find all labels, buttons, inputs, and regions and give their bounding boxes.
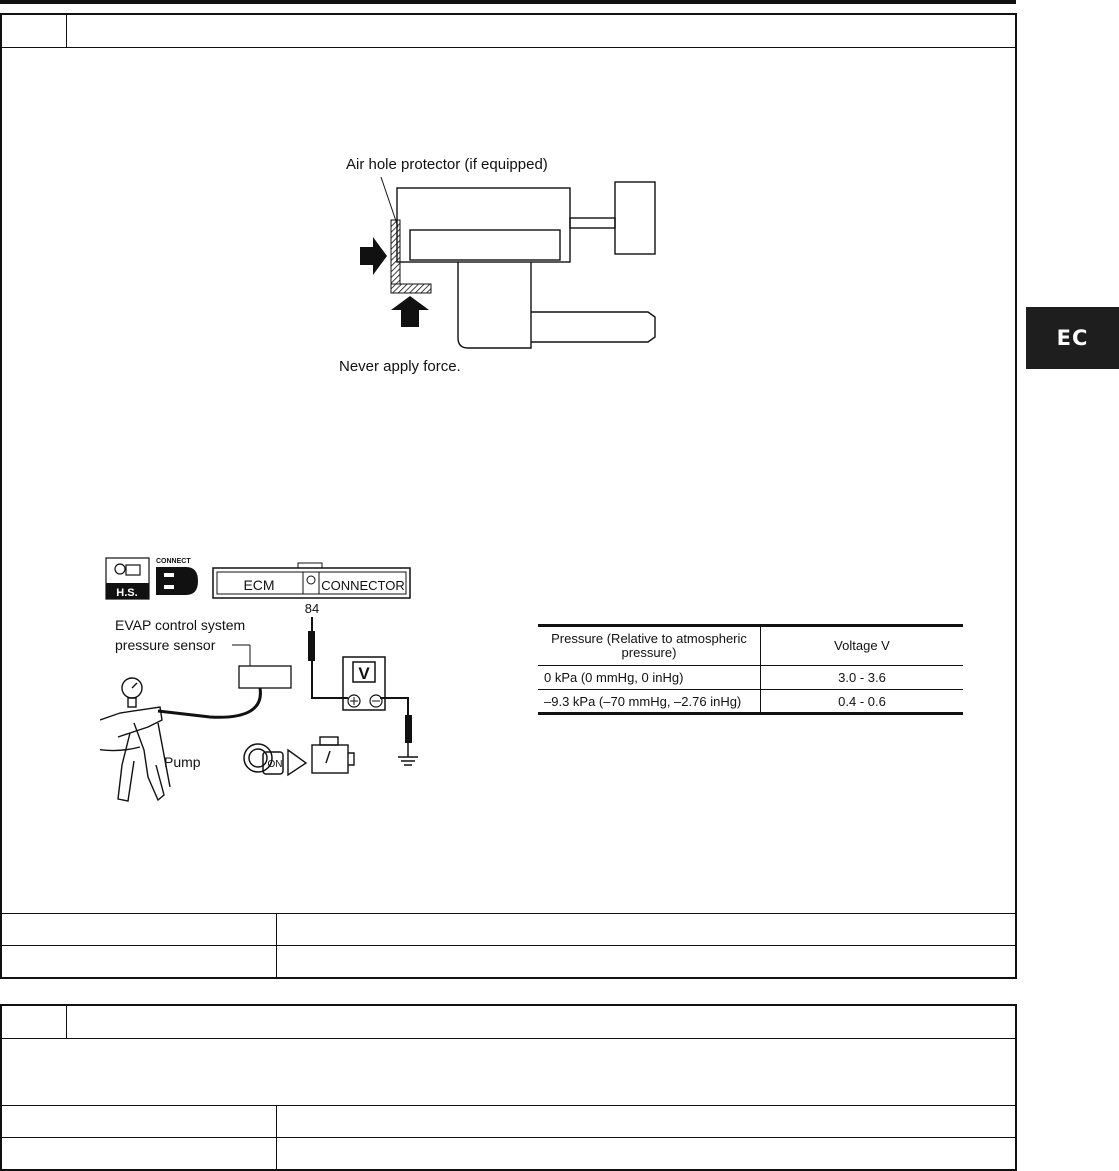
connector-label: CONNECTOR — [321, 578, 405, 593]
table-row — [538, 690, 963, 714]
force-arrow-up-icon — [391, 296, 429, 327]
result-column-divider — [276, 913, 277, 977]
air-hole-protector-label: Air hole protector (if equipped) — [346, 156, 548, 173]
table-header-row — [538, 626, 963, 666]
result-column-divider-2 — [276, 1105, 277, 1169]
ecm-label: ECM — [243, 577, 275, 593]
voltage-spec-table — [538, 624, 963, 715]
engine-off-icon — [288, 737, 354, 775]
step-number-cell-divider-2 — [66, 1006, 67, 1038]
terminal-number: 84 — [304, 601, 320, 616]
voltage-check-diagram — [100, 555, 430, 805]
pressure-cell: –9.3 kPa (–70 mmHg, –2.76 inHg) — [538, 690, 761, 714]
step-header-rule — [2, 47, 1015, 48]
step-header-rule-2 — [2, 1038, 1015, 1039]
evap-pressure-sensor — [239, 666, 291, 688]
pump-label: Pump — [164, 754, 201, 770]
section-tab-ec[interactable] — [1026, 307, 1119, 369]
voltage-cell: 0.4 - 0.6 — [838, 693, 886, 709]
vacuum-pump-icon — [100, 678, 170, 801]
result-row-rule-2 — [2, 945, 1015, 946]
sensor-air-hole-figure — [335, 152, 675, 377]
voltmeter-label: V — [358, 664, 370, 683]
sensor-label-line2: pressure sensor — [115, 637, 216, 653]
top-rule — [0, 0, 1016, 4]
result-row-rule-4 — [2, 1137, 1015, 1138]
sensor-hose — [158, 688, 260, 717]
never-apply-force-label: Never apply force. — [339, 358, 461, 375]
force-arrow-right-icon — [360, 237, 387, 275]
pressure-column-header: Pressure (Relative to atmospheric pressure) — [538, 626, 761, 666]
result-row-rule-3 — [2, 1105, 1015, 1106]
sensor-label-line1: EVAP control system — [115, 617, 246, 633]
sensor-body — [397, 182, 655, 348]
step-number-cell-divider — [66, 15, 67, 47]
voltmeter-icon — [343, 657, 385, 710]
procedure-step-box-2 — [0, 1004, 1017, 1171]
voltage-cell: 3.0 - 3.6 — [838, 670, 886, 685]
ground-icon — [398, 757, 418, 765]
connect-icon — [156, 567, 198, 595]
key-on-label: ON — [267, 759, 283, 770]
connect-label: CONNECT — [156, 558, 191, 565]
voltage-column-header: Voltage V — [834, 638, 890, 653]
hs-icon — [106, 558, 149, 599]
table-row — [538, 666, 963, 690]
air-hole-protector-base — [391, 284, 431, 293]
result-row-rule-1 — [2, 913, 1015, 914]
section-tab-label: EC — [1056, 326, 1089, 350]
hs-label: H.S. — [116, 587, 138, 599]
air-hole-protector — [391, 220, 400, 284]
pressure-cell: 0 kPa (0 mmHg, 0 inHg) — [538, 666, 761, 690]
